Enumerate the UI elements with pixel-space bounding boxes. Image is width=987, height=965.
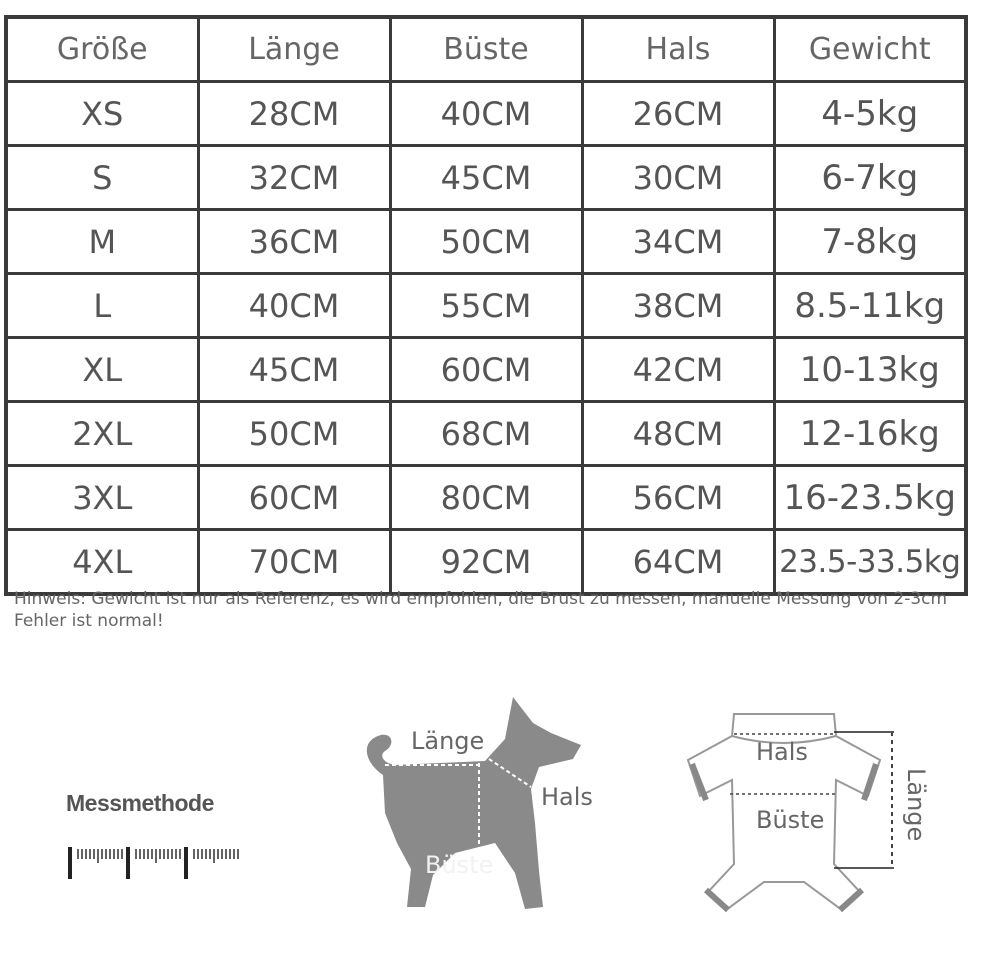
cell-weight: 8.5-11kg: [774, 274, 966, 338]
header-chest: Büste: [390, 17, 582, 82]
cell-size: XL: [6, 338, 198, 402]
measure-method-title: Messmethode: [66, 790, 214, 816]
header-neck: Hals: [582, 17, 774, 82]
cell-neck: 42CM: [582, 338, 774, 402]
cell-weight: 6-7kg: [774, 146, 966, 210]
table-header-row: [6, 17, 966, 82]
dog-neck-label: Hals: [541, 783, 593, 811]
garment-chest-label: Büste: [756, 806, 825, 834]
dog-length-label: Länge: [411, 727, 485, 755]
header-length: Länge: [198, 17, 390, 82]
garment-neck-label: Hals: [756, 738, 808, 766]
cell-weight: 23.5-33.5kg: [774, 530, 966, 595]
cell-weight: 16-23.5kg: [774, 466, 966, 530]
cell-neck: 64CM: [582, 530, 774, 595]
cell-size: XS: [6, 82, 198, 146]
table-row: [6, 530, 966, 595]
cell-weight: 12-16kg: [774, 402, 966, 466]
cell-size: 3XL: [6, 466, 198, 530]
cell-chest: 55CM: [390, 274, 582, 338]
cell-length: 60CM: [198, 466, 390, 530]
cell-weight: 4-5kg: [774, 82, 966, 146]
size-chart-table: [4, 15, 968, 596]
cell-size: M: [6, 210, 198, 274]
ruler-icon: [66, 845, 246, 881]
cell-size: L: [6, 274, 198, 338]
cell-chest: 45CM: [390, 146, 582, 210]
cell-neck: 34CM: [582, 210, 774, 274]
measurement-note: Hinweis: Gewicht ist nur als Referenz, es wird empfohlen, die Brust zu messen, manuelle Messung von 2-3cm Fehler ist normal!: [14, 589, 948, 631]
table-row: [6, 274, 966, 338]
cell-chest: 92CM: [390, 530, 582, 595]
dog-diagram: [355, 693, 615, 918]
garment-diagram: [684, 704, 954, 914]
table-row: [6, 338, 966, 402]
cell-length: 70CM: [198, 530, 390, 595]
table-row: [6, 210, 966, 274]
cell-neck: 30CM: [582, 146, 774, 210]
table-row: [6, 466, 966, 530]
cell-length: 36CM: [198, 210, 390, 274]
cell-chest: 40CM: [390, 82, 582, 146]
table-row: [6, 82, 966, 146]
cell-length: 40CM: [198, 274, 390, 338]
cell-length: 50CM: [198, 402, 390, 466]
cell-length: 45CM: [198, 338, 390, 402]
cell-chest: 50CM: [390, 210, 582, 274]
cell-length: 32CM: [198, 146, 390, 210]
dog-chest-label: Büste: [425, 851, 494, 879]
cell-size: 2XL: [6, 402, 198, 466]
cell-chest: 68CM: [390, 402, 582, 466]
cell-size: 4XL: [6, 530, 198, 595]
cell-size: S: [6, 146, 198, 210]
header-weight: Gewicht: [774, 17, 966, 82]
cell-neck: 48CM: [582, 402, 774, 466]
cell-neck: 56CM: [582, 466, 774, 530]
cell-chest: 60CM: [390, 338, 582, 402]
cell-neck: 38CM: [582, 274, 774, 338]
cell-weight: 10-13kg: [774, 338, 966, 402]
garment-length-label: Länge: [902, 768, 930, 842]
cell-chest: 80CM: [390, 466, 582, 530]
table-row: [6, 146, 966, 210]
table-row: [6, 402, 966, 466]
header-size: Größe: [6, 17, 198, 82]
cell-length: 28CM: [198, 82, 390, 146]
cell-neck: 26CM: [582, 82, 774, 146]
cell-weight: 7-8kg: [774, 210, 966, 274]
